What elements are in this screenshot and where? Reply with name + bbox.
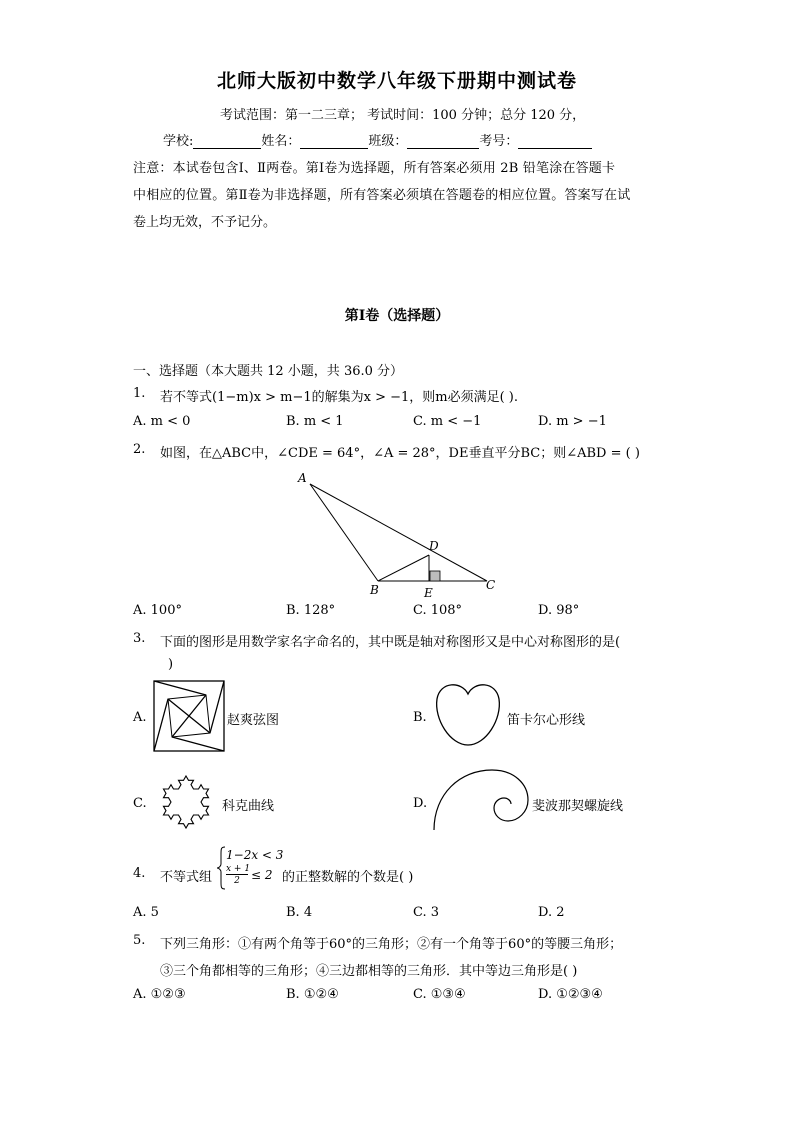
q4-option-d[interactable]: D. 2 xyxy=(538,905,565,920)
q4-option-c[interactable]: C. 3 xyxy=(413,905,440,920)
q4-prefix: 不等式组 xyxy=(160,870,213,885)
notice-line-1: 注意：本试卷包含Ⅰ、Ⅱ两卷。第Ⅰ卷为选择题，所有答案必须用 2B 铅笔涂在答题卡 xyxy=(133,161,616,176)
q5-line-1: 下列三角形：①有两个角等于60°的三角形；②有一个角等于60°的等腰三角形； xyxy=(160,937,623,952)
q2-stem: 如图，在△ABC中，∠CDE = 64°，∠A = 28°，DE垂直平分BC；则∠ABD = ( ) xyxy=(160,446,640,461)
section-title: 第Ⅰ卷（选择题） xyxy=(344,308,450,324)
exam-title: 北师大版初中数学八年级下册期中测试卷 xyxy=(216,70,577,92)
q1-option-d[interactable]: D. m > −1 xyxy=(538,414,607,429)
q4-suffix: 的正整数解的个数是( ) xyxy=(282,870,414,885)
label-b: B xyxy=(370,583,379,597)
class-blank[interactable] xyxy=(407,134,479,149)
q4-fraction-denominator: 2 xyxy=(234,876,240,886)
student-info-row xyxy=(163,130,592,149)
q2-option-b[interactable]: B. 128° xyxy=(286,603,336,618)
class-label: 班级： xyxy=(368,134,408,149)
q3-option-b-letter[interactable]: B. xyxy=(413,710,427,725)
cardioid-curve[interactable] xyxy=(432,677,504,749)
fibonacci-spiral[interactable] xyxy=(430,766,530,832)
q4-fraction-numerator: x + 1 xyxy=(226,864,251,874)
segment-ab xyxy=(310,484,378,581)
q1-number: 1. xyxy=(133,386,146,401)
q5-line-2: ③三个角都相等的三角形；④三边都相等的三角形．其中等边三角形是( ) xyxy=(160,964,578,979)
q5-option-b[interactable]: B. ①②④ xyxy=(286,987,339,1002)
q3-stem-line-2: ) xyxy=(168,657,174,672)
label-d: D xyxy=(429,539,439,553)
q1-option-c[interactable]: C. m < −1 xyxy=(413,414,482,429)
q5-option-d[interactable]: D. ①②③④ xyxy=(538,987,603,1002)
q3-option-d-name: 斐波那契螺旋线 xyxy=(532,799,624,814)
q4-option-b[interactable]: B. 4 xyxy=(286,905,313,920)
name-label: 姓名： xyxy=(261,134,301,149)
label-a: A xyxy=(298,471,307,485)
q5-option-a[interactable]: A. ①②③ xyxy=(133,987,186,1002)
q4-inequality-1: 1−2x < 3 xyxy=(226,848,284,862)
segment-bd xyxy=(378,555,429,581)
zhao-shuang-diagram[interactable] xyxy=(153,680,225,752)
right-angle-mark xyxy=(430,571,440,581)
exam-info: 考试范围：第一二三章； 考试时间：100 分钟；总分 120 分， xyxy=(220,108,586,123)
q2-option-d[interactable]: D. 98° xyxy=(538,603,580,618)
q3-stem-line-1: 下面的图形是用数学家名字命名的，其中既是轴对称图形又是中心对称图形的是( xyxy=(160,635,621,650)
segment-ac xyxy=(310,484,487,581)
school-label: 学校: xyxy=(163,134,194,149)
q3-number: 3. xyxy=(133,631,146,646)
q4-inequality-2-tail: ≤ 2 xyxy=(251,868,273,882)
label-c: C xyxy=(486,578,496,592)
q4-brace xyxy=(216,846,226,890)
q2-option-c[interactable]: C. 108° xyxy=(413,603,463,618)
q1-option-b[interactable]: B. m < 1 xyxy=(286,414,344,429)
q2-number: 2. xyxy=(133,442,146,457)
number-blank[interactable] xyxy=(518,134,592,149)
q4-option-a[interactable]: A. 5 xyxy=(133,905,159,920)
q1-stem: 若不等式(1−m)x > m−1的解集为x > −1，则m必须满足( ). xyxy=(160,390,519,405)
q2-triangle-figure xyxy=(290,466,510,601)
q3-option-d-letter[interactable]: D. xyxy=(413,796,428,811)
notice-line-2: 中相应的位置。第Ⅱ卷为非选择题，所有答案必须填在答题卷的相应位置。答案写在试 xyxy=(133,188,631,203)
q1-option-a[interactable]: A. m < 0 xyxy=(133,414,191,429)
number-label: 考号： xyxy=(479,134,519,149)
q4-number: 4. xyxy=(133,866,146,881)
q5-option-c[interactable]: C. ①③④ xyxy=(413,987,466,1002)
q3-option-a-letter[interactable]: A. xyxy=(133,710,147,725)
school-blank[interactable] xyxy=(193,134,261,149)
part-heading: 一、选择题（本大题共 12 小题，共 36.0 分） xyxy=(133,364,404,379)
koch-snowflake[interactable] xyxy=(148,764,224,840)
notice-line-3: 卷上均无效，不予记分。 xyxy=(133,215,277,230)
q3-option-a-name: 赵爽弦图 xyxy=(227,713,280,728)
q3-option-b-name: 笛卡尔心形线 xyxy=(507,713,586,728)
q2-option-a[interactable]: A. 100° xyxy=(133,603,182,618)
q3-option-c-letter[interactable]: C. xyxy=(133,796,147,811)
q5-number: 5. xyxy=(133,933,146,948)
q3-option-c-name: 科克曲线 xyxy=(222,799,275,814)
label-e: E xyxy=(424,586,433,600)
name-blank[interactable] xyxy=(300,134,368,149)
